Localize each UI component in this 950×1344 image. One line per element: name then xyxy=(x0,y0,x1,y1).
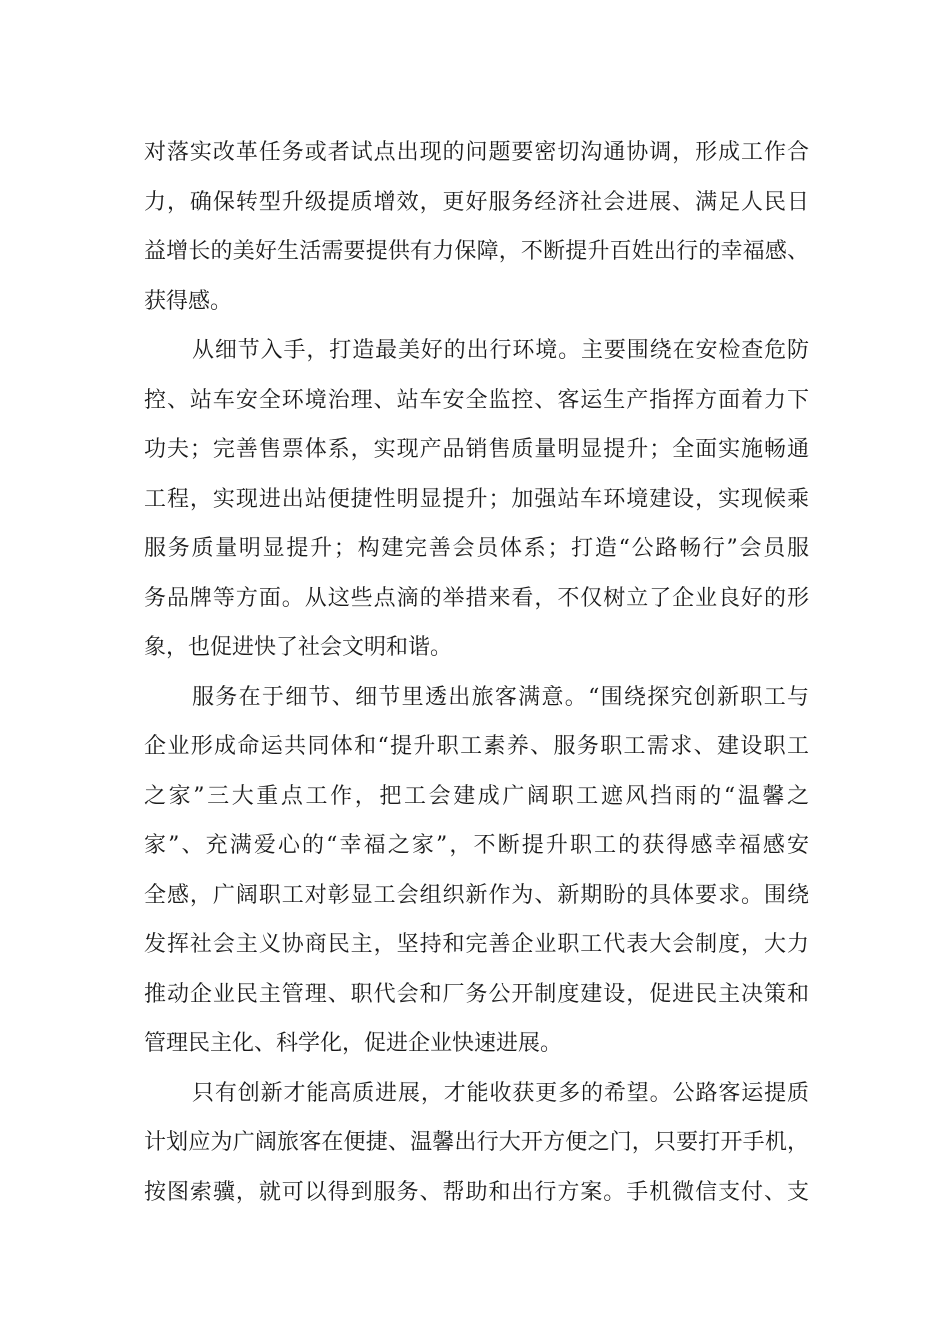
text-line: 计划应为广阔旅客在便捷、温馨出行大开方便之门，只要打开手机， xyxy=(144,1130,809,1155)
text-line: 对落实改革任务或者试点出现的问题要密切沟通协调，形成工作合 xyxy=(144,140,809,165)
text-line: 之家”三大重点工作，把工会建成广阔职工遮风挡雨的“温馨之 xyxy=(144,783,809,809)
text-line: 家”、充满爱心的“幸福之家”，不断提升职工的获得感幸福感安 xyxy=(144,833,809,858)
document-body xyxy=(144,128,809,1217)
text-line: 企业形成命运共同体和“提升职工素养、服务职工需求、建设职工 xyxy=(144,734,809,759)
text-line: 工程，实现进出站便捷性明显提升；加强站车环境建设，实现候乘 xyxy=(144,486,809,512)
text-line: 功夫；完善售票体系，实现产品销售质量明显提升；全面实施畅通 xyxy=(144,437,809,462)
text-line: 按图索骥，就可以得到服务、帮助和出行方案。手机微信支付、支 xyxy=(144,1179,809,1205)
text-line: 象，也促进快了社会文明和谐。 xyxy=(144,635,453,660)
text-line: 服务在于细节、细节里透出旅客满意。“围绕探究创新职工与 xyxy=(192,684,809,710)
text-line: 控、站车安全环境治理、站车安全监控、客运生产指挥方面着力下 xyxy=(144,387,809,413)
text-line: 务品牌等方面。从这些点滴的举措来看，不仅树立了企业良好的形 xyxy=(144,585,809,611)
text-line: 服务质量明显提升；构建完善会员体系；打造“公路畅行”会员服 xyxy=(144,536,809,561)
text-line: 全感，广阔职工对彰显工会组织新作为、新期盼的具体要求。围绕 xyxy=(144,882,809,908)
text-line: 只有创新才能高质进展，才能收获更多的希望。公路客运提质 xyxy=(192,1080,809,1106)
text-line: 益增长的美好生活需要提供有力保障，不断提升百姓出行的幸福感、 xyxy=(144,239,809,264)
text-line: 获得感。 xyxy=(144,288,233,314)
text-line: 管理民主化、科学化，促进企业快速进展。 xyxy=(144,1031,563,1056)
text-line: 推动企业民主管理、职代会和厂务公开制度建设，促进民主决策和 xyxy=(144,981,809,1007)
text-line: 从细节入手，打造最美好的出行环境。主要围绕在安检查危防 xyxy=(192,338,809,363)
text-line: 发挥社会主义协商民主，坚持和完善企业职工代表大会制度，大力 xyxy=(144,932,809,957)
text-line: 力，确保转型升级提质增效，更好服务经济社会进展、满足人民日 xyxy=(144,189,809,215)
